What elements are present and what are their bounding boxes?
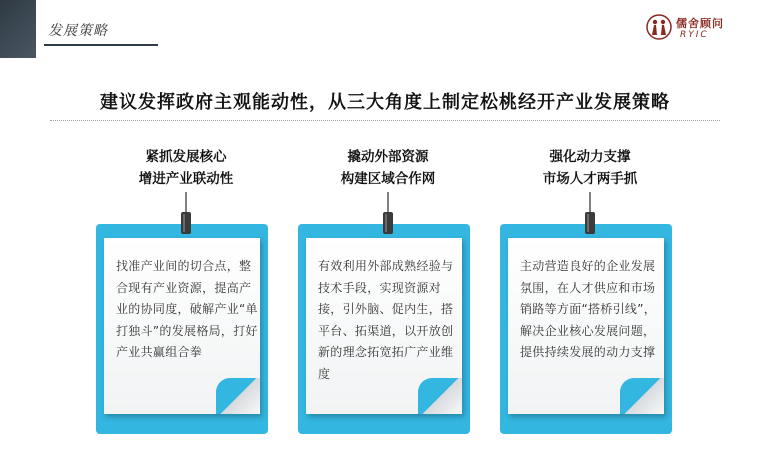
strategy-card bbox=[298, 224, 470, 434]
strategy-column-2 bbox=[298, 146, 478, 381]
column-title bbox=[298, 146, 478, 190]
page-curl bbox=[418, 378, 462, 414]
column-title-line-1: 紧抓发展核心 bbox=[145, 149, 227, 165]
column-title-line-1: 强化动力支撑 bbox=[549, 149, 631, 165]
logo-chinese-text: 儒舍顾问 bbox=[676, 17, 724, 30]
pushpin-icon bbox=[584, 192, 596, 236]
section-label: 发展策略 bbox=[48, 23, 108, 39]
card-body-text: 找准产业间的切合点，整合现有产业资源，提高产业的协同度，破解产业“单打独斗”的发展格局，打好产业共赢组合拳 bbox=[116, 259, 258, 359]
note-paper bbox=[104, 238, 260, 414]
strategy-card bbox=[96, 224, 268, 434]
card-body-text: 有效利用外部成熟经验与技术手段，实现资源对接，引外脑、促内生，搭平台、拓渠道，以开放创新的理念拓宽拓广产业维度 bbox=[318, 259, 454, 381]
column-title-line-1: 撬动外部资源 bbox=[347, 149, 429, 165]
strategy-card bbox=[500, 224, 672, 434]
column-title-line-2: 市场人才两手抓 bbox=[542, 171, 638, 187]
logo-english-text: RYIC bbox=[680, 30, 709, 40]
company-logo bbox=[646, 14, 756, 44]
logo-figures-icon bbox=[646, 14, 672, 40]
page-curl bbox=[620, 378, 664, 414]
pushpin-icon bbox=[382, 192, 394, 236]
headline-divider bbox=[50, 120, 720, 121]
page-curl bbox=[216, 378, 260, 414]
strategy-column-3 bbox=[500, 146, 680, 359]
corner-accent-block bbox=[0, 0, 36, 58]
pushpin-icon bbox=[180, 192, 192, 236]
section-underline bbox=[44, 44, 158, 46]
note-paper bbox=[306, 238, 462, 414]
page-headline: 建议发挥政府主观能动性，从三大角度上制定松桃经开产业发展策略 bbox=[100, 92, 670, 113]
card-body-text: 主动营造良好的企业发展氛围，在人才供应和市场销路等方面“搭桥引线”，解决企业核心发展问题，提供持续发展的动力支撑 bbox=[520, 259, 657, 359]
column-title-line-2: 增进产业联动性 bbox=[138, 171, 234, 187]
note-paper bbox=[508, 238, 664, 414]
column-title bbox=[500, 146, 680, 190]
strategy-column-1 bbox=[96, 146, 276, 359]
column-title-line-2: 构建区域合作网 bbox=[340, 171, 436, 187]
column-title bbox=[96, 146, 276, 190]
